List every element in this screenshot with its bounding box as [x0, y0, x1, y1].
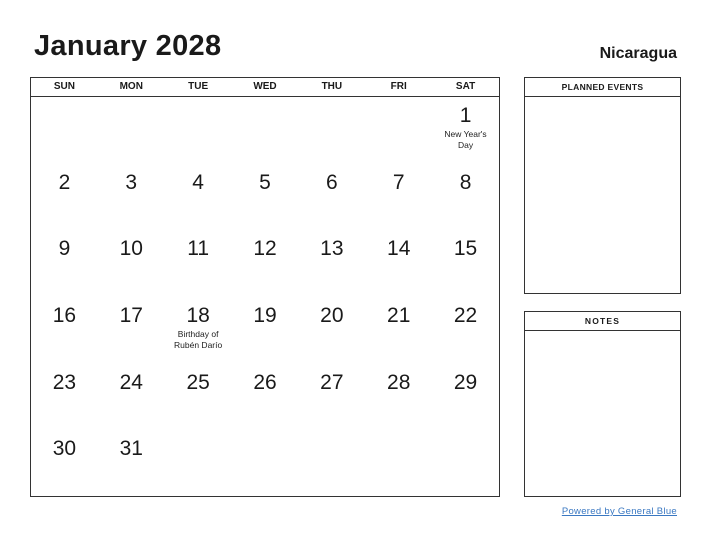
- day-cell: [98, 230, 165, 297]
- planned-events-panel: [524, 77, 681, 294]
- day-number: 7: [392, 170, 405, 194]
- day-cell: [232, 430, 299, 497]
- day-number: 6: [326, 170, 338, 194]
- weekday-thu: THU: [321, 81, 343, 92]
- day-cell: [365, 97, 432, 164]
- day-cell: [432, 230, 499, 297]
- day-number: 29: [453, 370, 478, 394]
- day-cell: [165, 230, 232, 297]
- day-cell: [98, 297, 165, 364]
- day-number: 3: [125, 170, 138, 194]
- day-number: 21: [387, 303, 411, 327]
- day-number: 5: [259, 170, 271, 194]
- day-number: 1: [459, 104, 472, 127]
- day-cell: [232, 97, 299, 164]
- weekday-tue: TUE: [188, 81, 209, 92]
- planned-events-title: PLANNED EVENTS: [525, 78, 680, 97]
- day-number: 9: [58, 237, 71, 261]
- day-cell: [98, 364, 165, 431]
- day-number: 25: [186, 370, 210, 394]
- day-cell: [365, 297, 432, 364]
- day-number: 11: [187, 237, 210, 261]
- day-number: 10: [119, 237, 143, 261]
- weekday-fri: FRI: [390, 81, 407, 92]
- calendar-grid: [30, 77, 500, 497]
- day-cell: [232, 230, 299, 297]
- day-cell: [31, 364, 98, 431]
- day-number: 14: [387, 237, 411, 261]
- day-number: 15: [453, 237, 478, 261]
- day-cell: [232, 297, 299, 364]
- weekday-sun: SUN: [53, 81, 75, 92]
- day-cell: [298, 97, 365, 164]
- notes-panel: [524, 311, 681, 497]
- day-cell: [298, 430, 365, 497]
- day-number: 30: [52, 437, 77, 461]
- day-cell: [31, 164, 98, 231]
- weekday-sat: SAT: [455, 81, 476, 92]
- day-cell: [365, 364, 432, 431]
- day-cell: [98, 430, 165, 497]
- day-cell: [298, 364, 365, 431]
- day-cell: [98, 97, 165, 164]
- day-cell: [365, 230, 432, 297]
- day-cell: [165, 164, 232, 231]
- day-number: 13: [320, 237, 344, 261]
- day-number: 27: [320, 370, 344, 394]
- weekday-mon: MON: [119, 81, 143, 92]
- powered-by-link[interactable]: Powered by General Blue: [561, 506, 677, 517]
- day-grid: [31, 97, 499, 497]
- holiday-label: Birthday of Rubén Darío: [174, 328, 223, 350]
- country-label: Nicaragua: [599, 45, 677, 62]
- holiday-label: New Year's Day: [444, 129, 487, 150]
- day-number: 20: [320, 303, 344, 327]
- day-cell: [432, 164, 499, 231]
- day-number: 18: [186, 303, 210, 327]
- weekday-header-row: [31, 78, 499, 97]
- day-cell: [165, 430, 232, 497]
- day-cell: [365, 164, 432, 231]
- day-number: 12: [253, 237, 277, 261]
- day-cell: [31, 230, 98, 297]
- day-cell: [98, 164, 165, 231]
- day-number: 24: [119, 370, 143, 394]
- day-number: 19: [253, 303, 277, 327]
- weekday-wed: WED: [253, 81, 277, 92]
- day-number: 31: [119, 437, 143, 461]
- day-cell: [432, 97, 499, 164]
- day-cell: [31, 430, 98, 497]
- day-number: 22: [453, 303, 478, 327]
- day-number: 26: [253, 370, 277, 394]
- day-cell: [298, 164, 365, 231]
- day-cell: [165, 364, 232, 431]
- day-cell: [432, 430, 499, 497]
- day-cell: [298, 230, 365, 297]
- day-number: 28: [387, 370, 411, 394]
- day-cell: [31, 297, 98, 364]
- day-number: 23: [52, 370, 77, 394]
- day-cell: [165, 297, 232, 364]
- day-cell: [432, 297, 499, 364]
- day-cell: [298, 297, 365, 364]
- day-cell: [232, 364, 299, 431]
- day-cell: [31, 97, 98, 164]
- day-number: 2: [58, 170, 71, 194]
- day-number: 17: [119, 303, 143, 327]
- page-title: January 2028: [34, 30, 222, 62]
- notes-title: NOTES: [525, 312, 680, 331]
- day-number: 4: [192, 170, 204, 194]
- day-cell: [232, 164, 299, 231]
- day-cell: [365, 430, 432, 497]
- day-cell: [432, 364, 499, 431]
- day-number: 8: [459, 170, 472, 194]
- day-number: 16: [52, 303, 77, 327]
- day-cell: [165, 97, 232, 164]
